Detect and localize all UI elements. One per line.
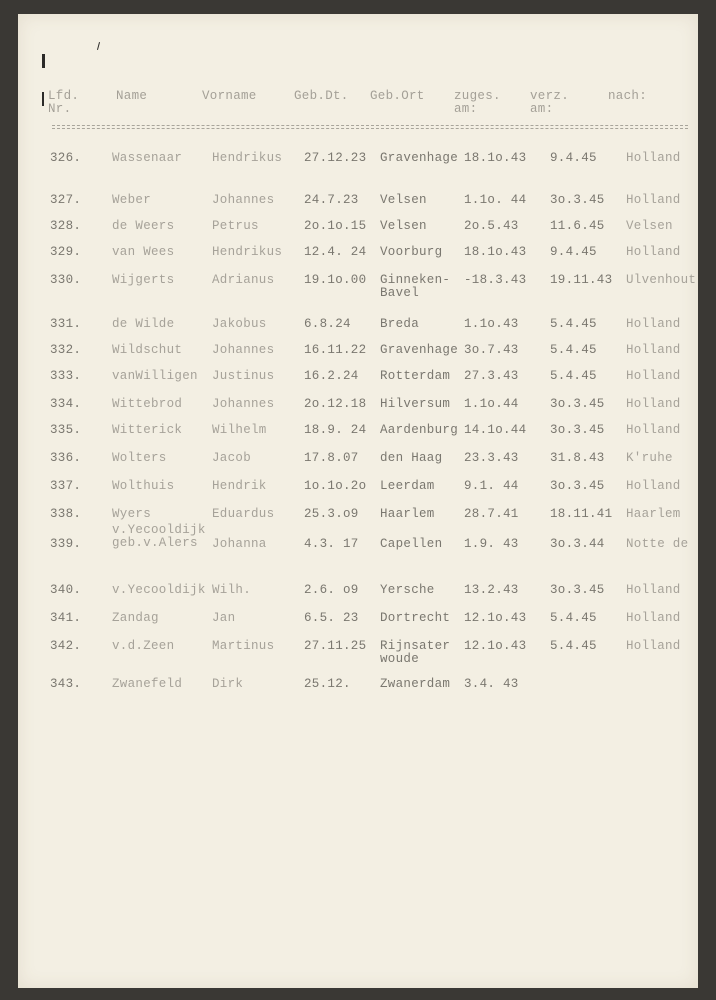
row-vorname: Eduardus — [212, 507, 275, 521]
header-nr-label — [48, 90, 79, 116]
row-vorname: Hendrikus — [212, 151, 283, 165]
row-name: Wijgerts — [112, 273, 175, 287]
row-geb-dt: 4.3. 17 — [304, 537, 359, 551]
row-zuges: 23.3.43 — [464, 451, 519, 465]
row-number: 340. — [50, 583, 82, 597]
row-number: 341. — [50, 611, 82, 625]
row-geb-ort: Hilversum — [380, 397, 451, 411]
row-vorname: Justinus — [212, 369, 275, 383]
header-zuges: zuges. am: — [454, 89, 501, 116]
row-geb-dt: 25.3.o9 — [304, 507, 359, 521]
row-name: Wittebrod — [112, 397, 183, 411]
row-zuges: 18.1o.43 — [464, 245, 527, 259]
row-name: de Wilde — [112, 317, 175, 331]
row-verz: 5.4.45 — [550, 369, 597, 383]
row-geb-dt: 18.9. 24 — [304, 423, 367, 437]
row-nach: Holland — [626, 317, 681, 331]
row-vorname: Jan — [212, 611, 236, 625]
row-geb-dt: 19.1o.00 — [304, 273, 367, 287]
header-vorname: Vorname — [202, 89, 257, 103]
row-number: 334. — [50, 397, 82, 411]
row-vorname: Jacob — [212, 451, 252, 465]
row-geb-ort: Haarlem — [380, 507, 435, 521]
row-name: Zandag — [112, 611, 159, 625]
header-geb-ort: Geb.Ort — [370, 89, 425, 103]
row-name: Zwanefeld — [112, 677, 183, 691]
row-zuges: 3o.7.43 — [464, 343, 519, 357]
row-zuges: 12.1o.43 — [464, 639, 527, 653]
row-zuges: 3.4. 43 — [464, 677, 519, 691]
row-zuges: -18.3.43 — [464, 273, 527, 287]
row-nach: Holland — [626, 369, 681, 383]
row-nach: Holland — [626, 639, 681, 653]
row-number: 338. — [50, 507, 82, 521]
row-geb-dt: 2o.1o.15 — [304, 219, 367, 233]
row-geb-ort: Rotterdam — [380, 369, 451, 383]
row-zuges: 1.9. 43 — [464, 537, 519, 551]
row-name: v.Yecooldijk — [112, 583, 206, 597]
row-vorname: Adrianus — [212, 273, 275, 287]
row-name: Witterick — [112, 423, 183, 437]
row-geb-ort: Leerdam — [380, 479, 435, 493]
row-vorname: Dirk — [212, 677, 244, 691]
row-geb-dt: 16.11.22 — [304, 343, 367, 357]
row-geb-dt: 2o.12.18 — [304, 397, 367, 411]
row-number: 336. — [50, 451, 82, 465]
row-name: Wolthuis — [112, 479, 175, 493]
row-verz: 5.4.45 — [550, 639, 597, 653]
row-name: Wolters — [112, 451, 167, 465]
pencil-tick — [97, 42, 100, 50]
row-vorname: Johannes — [212, 397, 275, 411]
row-verz: 5.4.45 — [550, 317, 597, 331]
row-verz: 19.11.43 — [550, 273, 613, 287]
row-zuges: 28.7.41 — [464, 507, 519, 521]
row-zuges: 14.1o.44 — [464, 423, 527, 437]
row-nach: Notte de — [626, 537, 689, 551]
row-number: 333. — [50, 369, 82, 383]
row-number: 331. — [50, 317, 82, 331]
row-verz: 11.6.45 — [550, 219, 605, 233]
header-nach: nach: — [608, 89, 648, 103]
row-vorname: Johanna — [212, 537, 267, 551]
row-number: 337. — [50, 479, 82, 493]
row-geb-ort: Capellen — [380, 537, 443, 551]
row-geb-ort: den Haag — [380, 451, 443, 465]
row-geb-ort: Ginneken-Bavel — [380, 273, 451, 300]
row-vorname: Johannes — [212, 193, 275, 207]
row-vorname: Wilh. — [212, 583, 252, 597]
row-geb-ort: Gravenhage — [380, 343, 459, 357]
row-geb-dt: 25.12. — [304, 677, 351, 691]
header-rule — [52, 125, 688, 126]
row-number: 330. — [50, 273, 82, 287]
row-geb-dt: 1o.1o.2o — [304, 479, 367, 493]
row-zuges: 2o.5.43 — [464, 219, 519, 233]
row-geb-ort: Velsen — [380, 219, 427, 233]
row-vorname: Johannes — [212, 343, 275, 357]
row-nach: Holland — [626, 611, 681, 625]
row-nach: Holland — [626, 193, 681, 207]
row-nach: Holland — [626, 245, 681, 259]
row-vorname: Hendrikus — [212, 245, 283, 259]
row-geb-ort: Dortrecht — [380, 611, 451, 625]
row-geb-ort: Zwanerdam — [380, 677, 451, 691]
row-verz: 3o.3.45 — [550, 193, 605, 207]
row-nach: Ulvenhout — [626, 273, 697, 287]
row-geb-ort: Yersche — [380, 583, 435, 597]
row-geb-dt: 2.6. o9 — [304, 583, 359, 597]
margin-mark — [42, 54, 45, 68]
row-number: 335. — [50, 423, 82, 437]
row-verz: 3o.3.44 — [550, 537, 605, 551]
row-geb-dt: 24.7.23 — [304, 193, 359, 207]
row-verz: 3o.3.45 — [550, 423, 605, 437]
row-number: 342. — [50, 639, 82, 653]
margin-mark — [42, 92, 44, 106]
row-geb-dt: 27.11.25 — [304, 639, 367, 653]
row-nach: Haarlem — [626, 507, 681, 521]
row-zuges: 27.3.43 — [464, 369, 519, 383]
header-geb-dt: Geb.Dt. — [294, 89, 349, 103]
row-name: Wassenaar — [112, 151, 183, 165]
row-name: v.Yecooldijk geb.v.Alers — [112, 523, 206, 550]
row-nach: Velsen — [626, 219, 673, 233]
row-verz: 9.4.45 — [550, 151, 597, 165]
row-name: Weber — [112, 193, 152, 207]
row-geb-dt: 12.4. 24 — [304, 245, 367, 259]
row-number: 332. — [50, 343, 82, 357]
row-nach: Holland — [626, 343, 681, 357]
row-nach: Holland — [626, 423, 681, 437]
row-number: 326. — [50, 151, 82, 165]
row-vorname: Petrus — [212, 219, 259, 233]
row-zuges: 9.1. 44 — [464, 479, 519, 493]
header-verz: verz. am: — [530, 89, 570, 116]
row-verz: 5.4.45 — [550, 611, 597, 625]
row-zuges: 1.1o. 44 — [464, 193, 527, 207]
header-name: Name — [116, 89, 148, 103]
row-geb-dt: 27.12.23 — [304, 151, 367, 165]
row-verz: 3o.3.45 — [550, 397, 605, 411]
row-number: 329. — [50, 245, 82, 259]
row-name: van Wees — [112, 245, 175, 259]
row-zuges: 1.1o.44 — [464, 397, 519, 411]
row-nach: Holland — [626, 583, 681, 597]
row-number: 339. — [50, 537, 82, 551]
row-nach: Holland — [626, 397, 681, 411]
row-vorname: Wilhelm — [212, 423, 267, 437]
row-name: Wildschut — [112, 343, 183, 357]
row-number: 343. — [50, 677, 82, 691]
row-vorname: Martinus — [212, 639, 275, 653]
row-zuges: 13.2.43 — [464, 583, 519, 597]
row-vorname: Hendrik — [212, 479, 267, 493]
row-geb-ort: Rijnsaterwoude — [380, 639, 451, 666]
row-vorname: Jakobus — [212, 317, 267, 331]
document-page — [18, 14, 698, 988]
row-verz: 18.11.41 — [550, 507, 613, 521]
row-geb-dt: 6.8.24 — [304, 317, 351, 331]
row-name: de Weers — [112, 219, 175, 233]
row-zuges: 1.1o.43 — [464, 317, 519, 331]
row-number: 327. — [50, 193, 82, 207]
row-zuges: 18.1o.43 — [464, 151, 527, 165]
row-nach: K'ruhe — [626, 451, 673, 465]
header-nr-line2: Nr. — [48, 102, 72, 116]
row-zuges: 12.1o.43 — [464, 611, 527, 625]
row-verz: 5.4.45 — [550, 343, 597, 357]
row-geb-dt: 6.5. 23 — [304, 611, 359, 625]
row-geb-dt: 17.8.07 — [304, 451, 359, 465]
header-rule — [52, 128, 688, 129]
row-number: 328. — [50, 219, 82, 233]
row-verz: 3o.3.45 — [550, 479, 605, 493]
row-geb-ort: Breda — [380, 317, 420, 331]
row-nach: Holland — [626, 151, 681, 165]
row-name: Wyers — [112, 507, 152, 521]
row-verz: 9.4.45 — [550, 245, 597, 259]
row-nach: Holland — [626, 479, 681, 493]
row-geb-ort: Aardenburg — [380, 423, 459, 437]
row-verz: 31.8.43 — [550, 451, 605, 465]
row-geb-dt: 16.2.24 — [304, 369, 359, 383]
row-geb-ort: Gravenhage — [380, 151, 459, 165]
row-verz: 3o.3.45 — [550, 583, 605, 597]
row-geb-ort: Voorburg — [380, 245, 443, 259]
row-geb-ort: Velsen — [380, 193, 427, 207]
row-name: vanWilligen — [112, 369, 198, 383]
row-name: v.d.Zeen — [112, 639, 175, 653]
header-nr-line1: Lfd. — [48, 89, 80, 103]
